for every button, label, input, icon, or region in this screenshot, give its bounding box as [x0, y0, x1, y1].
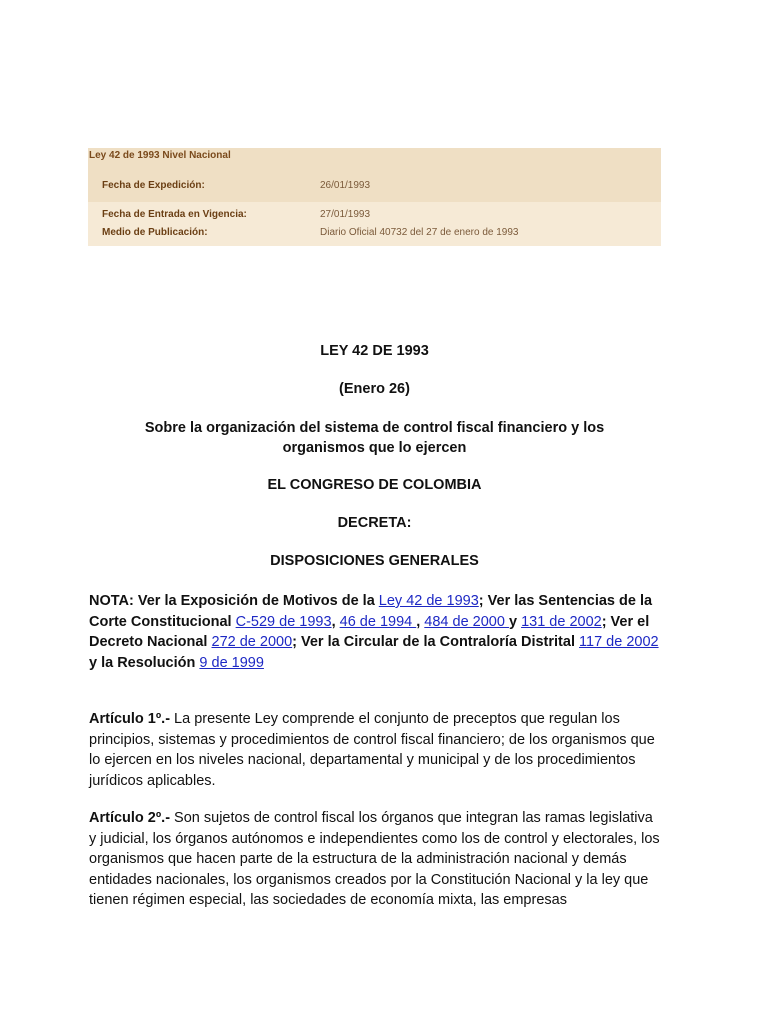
- link-272-2000[interactable]: 272 de 2000: [211, 634, 293, 650]
- decreta-heading: DECRETA:: [337, 515, 412, 531]
- info-label: Fecha de Entrada en Vigencia:: [102, 208, 247, 220]
- info-row-expedicion: [88, 168, 661, 202]
- law-title: LEY 42 DE 1993: [320, 343, 429, 359]
- info-row-vigencia: [88, 205, 661, 223]
- nota-text: y la Resolución: [89, 654, 200, 671]
- link-ley-42-1993[interactable]: Ley 42 de 1993: [378, 593, 479, 609]
- nota-text: NOTA: Ver la Exposición de Motivos de la: [89, 593, 379, 609]
- nota-text: ,: [331, 613, 340, 630]
- article-1: [89, 709, 664, 791]
- nota-text: y: [508, 613, 522, 630]
- law-subject-line2: organismos que lo ejercen: [282, 440, 467, 456]
- info-label: Fecha de Expedición:: [102, 179, 205, 191]
- article-text: La presente Ley comprende el conjunto de preceptos que regulan los principios, sistemas y procedimientos de control fiscal financiero; de los organismos que lo ejercen en los niveles nacional, departamental y municipal y de los procedimientos jurídicos aplicables.: [89, 711, 655, 789]
- info-value: Diario Oficial 40732 del 27 de enero de 1993: [320, 226, 519, 238]
- congress-heading: EL CONGRESO DE COLOMBIA: [267, 477, 482, 493]
- info-value: 27/01/1993: [320, 208, 371, 220]
- info-header: Ley 42 de 1993 Nivel Nacional: [88, 148, 661, 168]
- link-117-2002[interactable]: 117 de 2002: [579, 634, 659, 650]
- nota-text: ; Ver el Decreto Nacional: [89, 613, 650, 650]
- article-label: Artículo 1º.-: [89, 711, 171, 727]
- info-row-group: [88, 202, 661, 246]
- law-date: (Enero 26): [339, 381, 410, 397]
- nota-text: ; Ver la Circular de la Contraloría Distrital: [292, 634, 580, 650]
- article-label: Artículo 2º.-: [89, 810, 171, 826]
- link-484-2000[interactable]: 484 de 2000: [424, 613, 509, 630]
- section-heading: DISPOSICIONES GENERALES: [270, 553, 479, 569]
- link-131-2002[interactable]: 131 de 2002: [521, 613, 602, 630]
- article-2: [89, 808, 664, 911]
- law-subject: [88, 418, 661, 458]
- link-c-529-1993[interactable]: C-529 de 1993: [235, 613, 332, 630]
- link-9-1999[interactable]: 9 de 1999: [199, 654, 264, 671]
- nota-paragraph: [89, 591, 664, 673]
- link-46-1994[interactable]: 46 de 1994: [339, 613, 417, 630]
- article-text: Son sujetos de control fiscal los órganos que integran las ramas legislativa y judicial, los órganos autónomos e independientes como los de control y electorales, los organismos que hacen parte de la estructura de la administración nacional y demás entidades nacionales, los organismos creados por la Constitución Nacional y la ley que tienen régimen especial, las sociedades de economía mixta, las empresas: [89, 810, 660, 908]
- info-table: [88, 148, 661, 246]
- nota-text: ; Ver las Sentencias de la Corte Constitucional: [89, 593, 653, 630]
- info-value: 26/01/1993: [320, 179, 371, 191]
- nota-text: ,: [416, 613, 425, 630]
- law-subject-line1: Sobre la organización del sistema de control fiscal financiero y los: [144, 420, 605, 436]
- info-label: Medio de Publicación:: [102, 226, 208, 238]
- info-row-publicacion: [88, 223, 661, 241]
